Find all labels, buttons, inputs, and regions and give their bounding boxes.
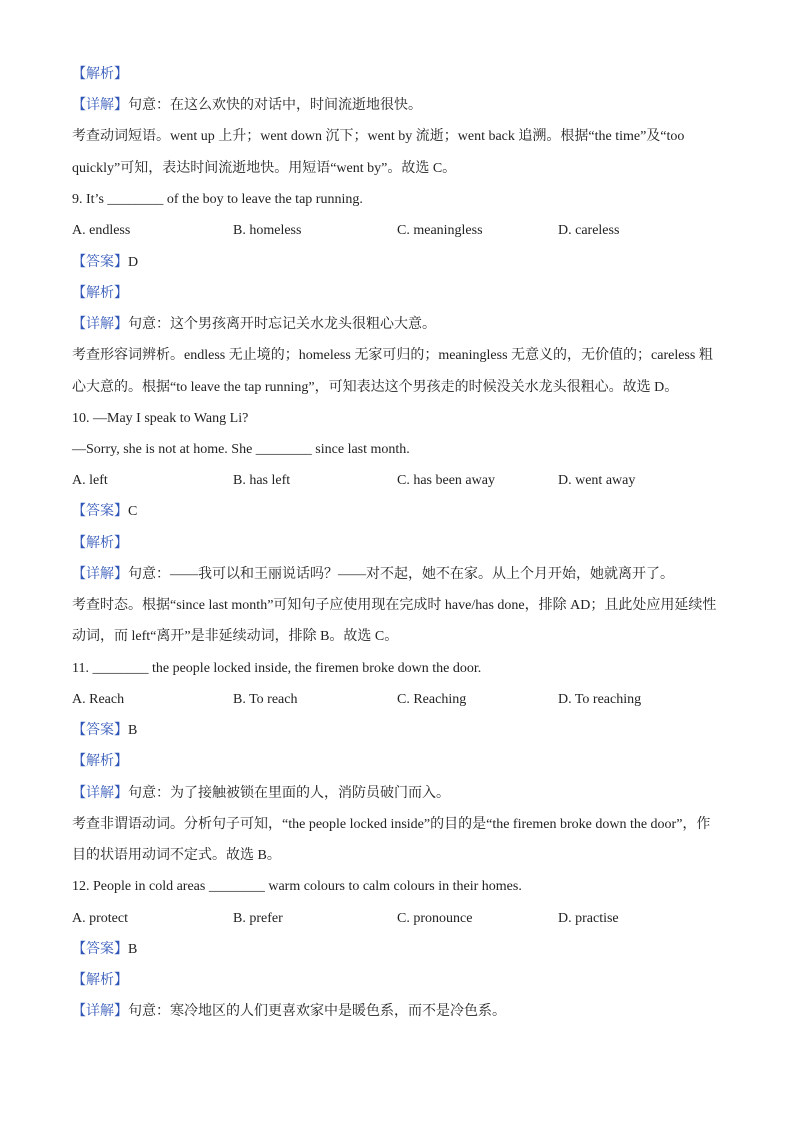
doc-line	[72, 846, 732, 866]
doc-line	[72, 565, 732, 585]
option-a: A. left	[72, 473, 108, 488]
doc-line	[72, 627, 732, 647]
answer-line	[72, 940, 732, 960]
doc-line	[72, 752, 732, 772]
line-text: 考查形容词辨析。endless 无止境的；homeless 无家可归的；meaningless 无意义的，无价值的；careless 粗	[72, 348, 713, 363]
option-c: C. Reaching	[397, 692, 467, 707]
doc-line	[72, 596, 732, 616]
option-a: A. Reach	[72, 692, 125, 707]
option-c: C. pronounce	[397, 911, 473, 926]
line-text: B	[128, 723, 138, 738]
doc-line	[72, 127, 732, 147]
doc-line	[72, 1002, 732, 1022]
line-text: —Sorry, she is not at home. She ________ since last month.	[72, 442, 410, 457]
option-b: B. homeless	[233, 223, 302, 238]
answer-line	[72, 502, 732, 522]
option-b: B. prefer	[233, 911, 283, 926]
answer-line	[72, 721, 732, 741]
doc-line	[72, 378, 732, 398]
line-text: 考查非谓语动词。分析句子可知，“the people locked inside”的目的是“the firemen broke down the door”，作	[72, 817, 711, 832]
question-stem	[72, 440, 732, 460]
doc-line	[72, 534, 732, 554]
line-text: 心大意的。根据“to leave the tap running”，可知表达这个男孩走的时候没关水龙头很粗心。故选 D。	[72, 380, 679, 395]
question-stem	[72, 659, 732, 679]
doc-line	[72, 815, 732, 835]
option-c: C. meaningless	[397, 223, 483, 238]
section-tag: 【详解】	[72, 567, 128, 582]
section-tag: 【答案】	[72, 942, 128, 957]
doc-line	[72, 65, 732, 85]
line-text: B	[128, 942, 138, 957]
section-tag: 【解析】	[72, 536, 128, 551]
option-c: C. has been away	[397, 473, 495, 488]
doc-line	[72, 284, 732, 304]
line-text: 考查时态。根据“since last month”可知句子应使用现在完成时 have/has done，排除 AD；且此处应用延续性	[72, 598, 717, 613]
line-text: 考查动词短语。went up 上升；went down 沉下；went by 流逝；went back 追溯。根据“the time”及“too	[72, 129, 685, 144]
line-text: 12. People in cold areas ________ warm colours to calm colours in their homes.	[72, 879, 522, 894]
doc-line	[72, 159, 732, 179]
line-text: 句意：——我可以和王丽说话吗？——对不起，她不在家。从上个月开始，她就离开了。	[128, 567, 674, 582]
section-tag: 【答案】	[72, 723, 128, 738]
section-tag: 【解析】	[72, 286, 128, 301]
option-b: B. has left	[233, 473, 291, 488]
option-d: D. careless	[558, 223, 620, 238]
line-text: 9. It’s ________ of the boy to leave the tap running.	[72, 192, 363, 207]
line-text: 句意：这个男孩离开时忘记关水龙头很粗心大意。	[128, 317, 436, 332]
question-stem	[72, 190, 732, 210]
section-tag: 【详解】	[72, 317, 128, 332]
line-text: 句意：为了接触被锁在里面的人，消防员破门而入。	[128, 786, 450, 801]
option-d: D. practise	[558, 911, 619, 926]
line-text: 句意：在这么欢快的对话中，时间流逝地很快。	[128, 98, 422, 113]
line-text: 11. ________ the people locked inside, the firemen broke down the door.	[72, 661, 482, 676]
doc-line	[72, 96, 732, 116]
line-text: 目的状语用动词不定式。故选 B。	[72, 848, 281, 863]
answer-line	[72, 253, 732, 273]
section-tag: 【答案】	[72, 255, 128, 270]
section-tag: 【详解】	[72, 786, 128, 801]
option-a: A. protect	[72, 911, 128, 926]
line-text: 10. —May I speak to Wang Li?	[72, 411, 249, 426]
doc-line	[72, 315, 732, 335]
line-text: D	[128, 255, 139, 270]
doc-line	[72, 784, 732, 804]
line-text: quickly”可知，表达时间流逝地快。用短语“went by”。故选 C。	[72, 161, 457, 176]
question-stem	[72, 877, 732, 897]
section-tag: 【详解】	[72, 1004, 128, 1019]
option-d: D. To reaching	[558, 692, 642, 707]
section-tag: 【详解】	[72, 98, 128, 113]
section-tag: 【答案】	[72, 504, 128, 519]
question-stem	[72, 409, 732, 429]
section-tag: 【解析】	[72, 973, 128, 988]
section-tag: 【解析】	[72, 67, 128, 82]
line-text: 句意：寒冷地区的人们更喜欢家中是暖色系，而不是冷色系。	[128, 1004, 506, 1019]
doc-line	[72, 971, 732, 991]
option-b: B. To reach	[233, 692, 298, 707]
option-a: A. endless	[72, 223, 131, 238]
line-text: C	[128, 504, 138, 519]
line-text: 动词，而 left“离开”是非延续动词，排除 B。故选 C。	[72, 629, 399, 644]
option-d: D. went away	[558, 473, 636, 488]
section-tag: 【解析】	[72, 754, 128, 769]
doc-line	[72, 346, 732, 366]
